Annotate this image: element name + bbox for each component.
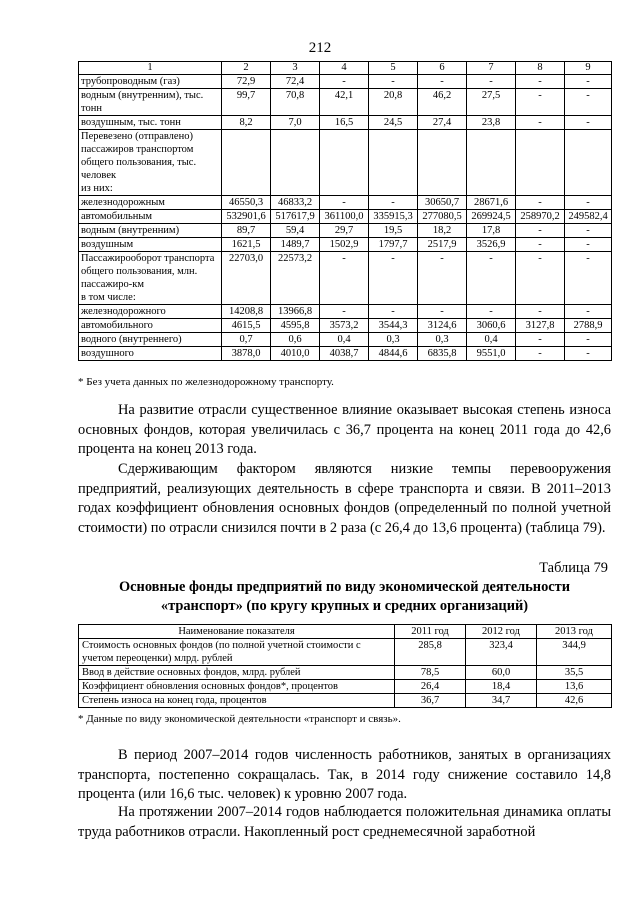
table-cell: 27,4 (418, 116, 467, 130)
table-cell: 3573,2 (320, 319, 369, 333)
table-cell: - (565, 238, 612, 252)
row-label (79, 224, 222, 238)
table-header-row (79, 62, 612, 75)
column-header: 5 (369, 62, 418, 75)
table-row (79, 89, 612, 116)
table-cell: 72,4 (271, 75, 320, 89)
table-cell: 19,5 (369, 224, 418, 238)
table-cell: 4615,5 (222, 319, 271, 333)
row-label: Степень износа на конец года, процентов (79, 694, 395, 708)
table-header-row (79, 625, 612, 639)
table-row (79, 333, 612, 347)
table-cell: 0,3 (369, 333, 418, 347)
table-cell: 1621,5 (222, 238, 271, 252)
table-cell: 3127,8 (516, 319, 565, 333)
table-caption: Таблица 79 (539, 560, 608, 576)
table-cell: 0,3 (418, 333, 467, 347)
table-cell: - (418, 252, 467, 305)
row-label-text: автомобильного (81, 320, 153, 331)
row-label (79, 305, 222, 319)
column-header: 2012 год (466, 625, 537, 639)
table-cell: - (467, 252, 516, 305)
table-cell: 0,4 (320, 333, 369, 347)
table-cell: - (369, 252, 418, 305)
paragraph-3: В период 2007–2014 годов численность работников, занятых в организациях транспорта, постепенно сокращалась. Так, в 2014 году снижение составило 14,8 процента (или 16,6 тыс. человек) к уровню 2007 года. (78, 747, 611, 802)
row-label (79, 347, 222, 361)
table-cell: 29,7 (320, 224, 369, 238)
row-label (79, 333, 222, 347)
row-sublabel: в том числе: (81, 292, 136, 303)
table-cell: - (565, 347, 612, 361)
table-cell: - (516, 305, 565, 319)
table-row (79, 210, 612, 224)
column-header: 3 (271, 62, 320, 75)
table-cell: 26,4 (395, 680, 466, 694)
row-label (79, 75, 222, 89)
table-cell: - (516, 224, 565, 238)
table-cell: 78,5 (395, 666, 466, 680)
table-cell: 60,0 (466, 666, 537, 680)
table-cell: 14208,8 (222, 305, 271, 319)
table-cell: 22573,2 (271, 252, 320, 305)
table-cell: 249582,4 (565, 210, 612, 224)
table-cell: 20,8 (369, 89, 418, 116)
table-cell: - (565, 75, 612, 89)
table-cell: 4038,7 (320, 347, 369, 361)
table-row (79, 694, 612, 708)
row-label-text: автомобильным (81, 211, 153, 222)
table-cell: 46833,2 (271, 196, 320, 210)
table-cell: 18,2 (418, 224, 467, 238)
column-header: 2011 год (395, 625, 466, 639)
table-cell: 89,7 (222, 224, 271, 238)
table-cell: - (565, 305, 612, 319)
table-cell: 17,8 (467, 224, 516, 238)
table-cell: 0,7 (222, 333, 271, 347)
table-cell: - (320, 75, 369, 89)
row-label-text: железнодорожного (81, 306, 166, 317)
table-cell: 46,2 (418, 89, 467, 116)
table-cell: - (516, 333, 565, 347)
table-title: Основные фонды предприятий по виду экономической деятельности «транспорт» (по кругу крупных и средних организаций) (118, 579, 571, 614)
table-cell: - (565, 89, 612, 116)
table-cell: 517617,9 (271, 210, 320, 224)
table-cell: 4844,6 (369, 347, 418, 361)
row-label-text: воздушным, тыс. тонн (81, 117, 181, 128)
table-cell: - (418, 75, 467, 89)
table-cell: 323,4 (466, 639, 537, 666)
row-label-text: водного (внутреннего) (81, 334, 182, 345)
table-row (79, 116, 612, 130)
table-cell: 46550,3 (222, 196, 271, 210)
table-cell: 3124,6 (418, 319, 467, 333)
table-cell: - (467, 75, 516, 89)
table-cell: 22703,0 (222, 252, 271, 305)
row-label-text: Пассажирооборот транспорта общего пользования, млн. пассажиро-км (81, 253, 215, 290)
table-cell: - (516, 238, 565, 252)
table-cell: 277080,5 (418, 210, 467, 224)
column-header: 2 (222, 62, 271, 75)
table-row (79, 75, 612, 89)
table-cell: 4010,0 (271, 347, 320, 361)
table-row (79, 639, 612, 666)
row-label-text: водным (внутренним), тыс. тонн (81, 90, 204, 114)
table-cell (565, 130, 612, 196)
table-cell: 361100,0 (320, 210, 369, 224)
row-label (79, 130, 222, 196)
paragraph-4: На протяжении 2007–2014 годов наблюдается положительная динамика оплаты труда работников отрасли. Накопленный рост среднемесячной заработной (78, 804, 611, 840)
table-cell (320, 130, 369, 196)
table-cell (271, 130, 320, 196)
table-cell: - (565, 333, 612, 347)
table-row (79, 196, 612, 210)
table-cell: - (565, 196, 612, 210)
table-cell: 35,5 (537, 666, 612, 680)
column-header: 7 (467, 62, 516, 75)
table-row (79, 666, 612, 680)
column-header: Наименование показателя (79, 625, 395, 639)
table-cell: - (516, 116, 565, 130)
table-cell: - (565, 116, 612, 130)
table-row (79, 224, 612, 238)
table-row (79, 319, 612, 333)
table-cell: - (516, 75, 565, 89)
row-label (79, 196, 222, 210)
fixed-assets-table (78, 624, 612, 708)
table-cell: 0,4 (467, 333, 516, 347)
table-cell: 36,7 (395, 694, 466, 708)
table-cell: - (320, 305, 369, 319)
table-cell: 70,8 (271, 89, 320, 116)
page-number: 212 (308, 40, 332, 56)
table-cell: 7,0 (271, 116, 320, 130)
table-cell: - (369, 305, 418, 319)
row-label-text: воздушного (81, 348, 134, 359)
column-header: 8 (516, 62, 565, 75)
table-cell: 2788,9 (565, 319, 612, 333)
table-cell: 16,5 (320, 116, 369, 130)
table-cell: - (467, 305, 516, 319)
table-cell: - (516, 252, 565, 305)
row-label: Коэффициент обновления основных фондов*, процентов (79, 680, 395, 694)
table-cell: 335915,3 (369, 210, 418, 224)
table-cell: 3544,3 (369, 319, 418, 333)
table-row (79, 347, 612, 361)
table-cell: 3060,6 (467, 319, 516, 333)
table-cell: 1797,7 (369, 238, 418, 252)
table-cell: 99,7 (222, 89, 271, 116)
table-cell: 4595,8 (271, 319, 320, 333)
row-label-text: воздушным (81, 239, 134, 250)
table-cell: 2517,9 (418, 238, 467, 252)
table-cell: 8,2 (222, 116, 271, 130)
table-cell: 24,5 (369, 116, 418, 130)
table-cell: 0,6 (271, 333, 320, 347)
table-cell: 532901,6 (222, 210, 271, 224)
table-cell: - (565, 224, 612, 238)
row-label-text: Перевезено (отправлено) пассажиров транспортом общего пользования, тыс. человек (81, 131, 197, 181)
table-cell: 72,9 (222, 75, 271, 89)
table-cell: - (565, 252, 612, 305)
table-cell: 13,6 (537, 680, 612, 694)
table-cell: 42,6 (537, 694, 612, 708)
table-cell: 30650,7 (418, 196, 467, 210)
table-cell: - (320, 252, 369, 305)
table-cell: - (320, 196, 369, 210)
table-cell (467, 130, 516, 196)
table-cell: - (516, 89, 565, 116)
table-cell (369, 130, 418, 196)
table-cell: 28671,6 (467, 196, 516, 210)
table-cell: 1502,9 (320, 238, 369, 252)
table-cell: - (516, 347, 565, 361)
row-label (79, 319, 222, 333)
paragraph-1: На развитие отрасли существенное влияние оказывает высокая степень износа основных фондов, которая увеличилась с 36,7 процента на конец 2011 года до 42,6 процента на конец 2013 года. (78, 402, 611, 457)
row-label (79, 252, 222, 305)
table-cell: 344,9 (537, 639, 612, 666)
table-cell: 258970,2 (516, 210, 565, 224)
freight-passenger-table (78, 61, 612, 361)
row-label (79, 116, 222, 130)
row-label-text: водным (внутренним) (81, 225, 180, 236)
table-cell: 34,7 (466, 694, 537, 708)
table-cell: 13966,8 (271, 305, 320, 319)
table-row (79, 130, 612, 196)
row-label-text: железнодорожным (81, 197, 165, 208)
table-cell: 42,1 (320, 89, 369, 116)
table2-footnote: * Данные по виду экономической деятельности «транспорт и связь». (78, 713, 401, 725)
table-row (79, 238, 612, 252)
row-label (79, 238, 222, 252)
table-cell: 9551,0 (467, 347, 516, 361)
table-cell: 269924,5 (467, 210, 516, 224)
table-row (79, 680, 612, 694)
table-cell: 27,5 (467, 89, 516, 116)
column-header: 1 (79, 62, 222, 75)
table-cell: - (516, 196, 565, 210)
table-cell: 23,8 (467, 116, 516, 130)
table-cell (222, 130, 271, 196)
table-cell: 1489,7 (271, 238, 320, 252)
row-label: Стоимость основных фондов (по полной учетной стоимости с учетом переоценки) млрд. рублей (79, 639, 395, 666)
column-header: 2013 год (537, 625, 612, 639)
table-row (79, 252, 612, 305)
paragraph-2: Сдерживающим фактором являются низкие темпы перевооружения предприятий, реализующих деятельность в сфере транспорта и связи. В 2011–2013 годах коэффициент обновления основных фондов (определенный по полной учетной стоимости) по отрасли снизился почти в 2 раза (с 26,4 до 13,6 процента) (таблица 79). (78, 461, 611, 536)
table1-footnote: * Без учета данных по железнодорожному транспорту. (78, 376, 334, 388)
column-header: 6 (418, 62, 467, 75)
table-cell (516, 130, 565, 196)
column-header: 9 (565, 62, 612, 75)
row-sublabel: из них: (81, 183, 113, 194)
row-label (79, 89, 222, 116)
table-cell: - (418, 305, 467, 319)
table-cell: 6835,8 (418, 347, 467, 361)
table-cell: 59,4 (271, 224, 320, 238)
table-cell: - (369, 75, 418, 89)
table-cell (418, 130, 467, 196)
table-cell: 18,4 (466, 680, 537, 694)
table-row (79, 305, 612, 319)
row-label (79, 210, 222, 224)
table-cell: 3878,0 (222, 347, 271, 361)
row-label-text: трубопроводным (газ) (81, 76, 180, 87)
table-cell: 285,8 (395, 639, 466, 666)
column-header: 4 (320, 62, 369, 75)
table-cell: 3526,9 (467, 238, 516, 252)
row-label: Ввод в действие основных фондов, млрд. рублей (79, 666, 395, 680)
table-cell: - (369, 196, 418, 210)
